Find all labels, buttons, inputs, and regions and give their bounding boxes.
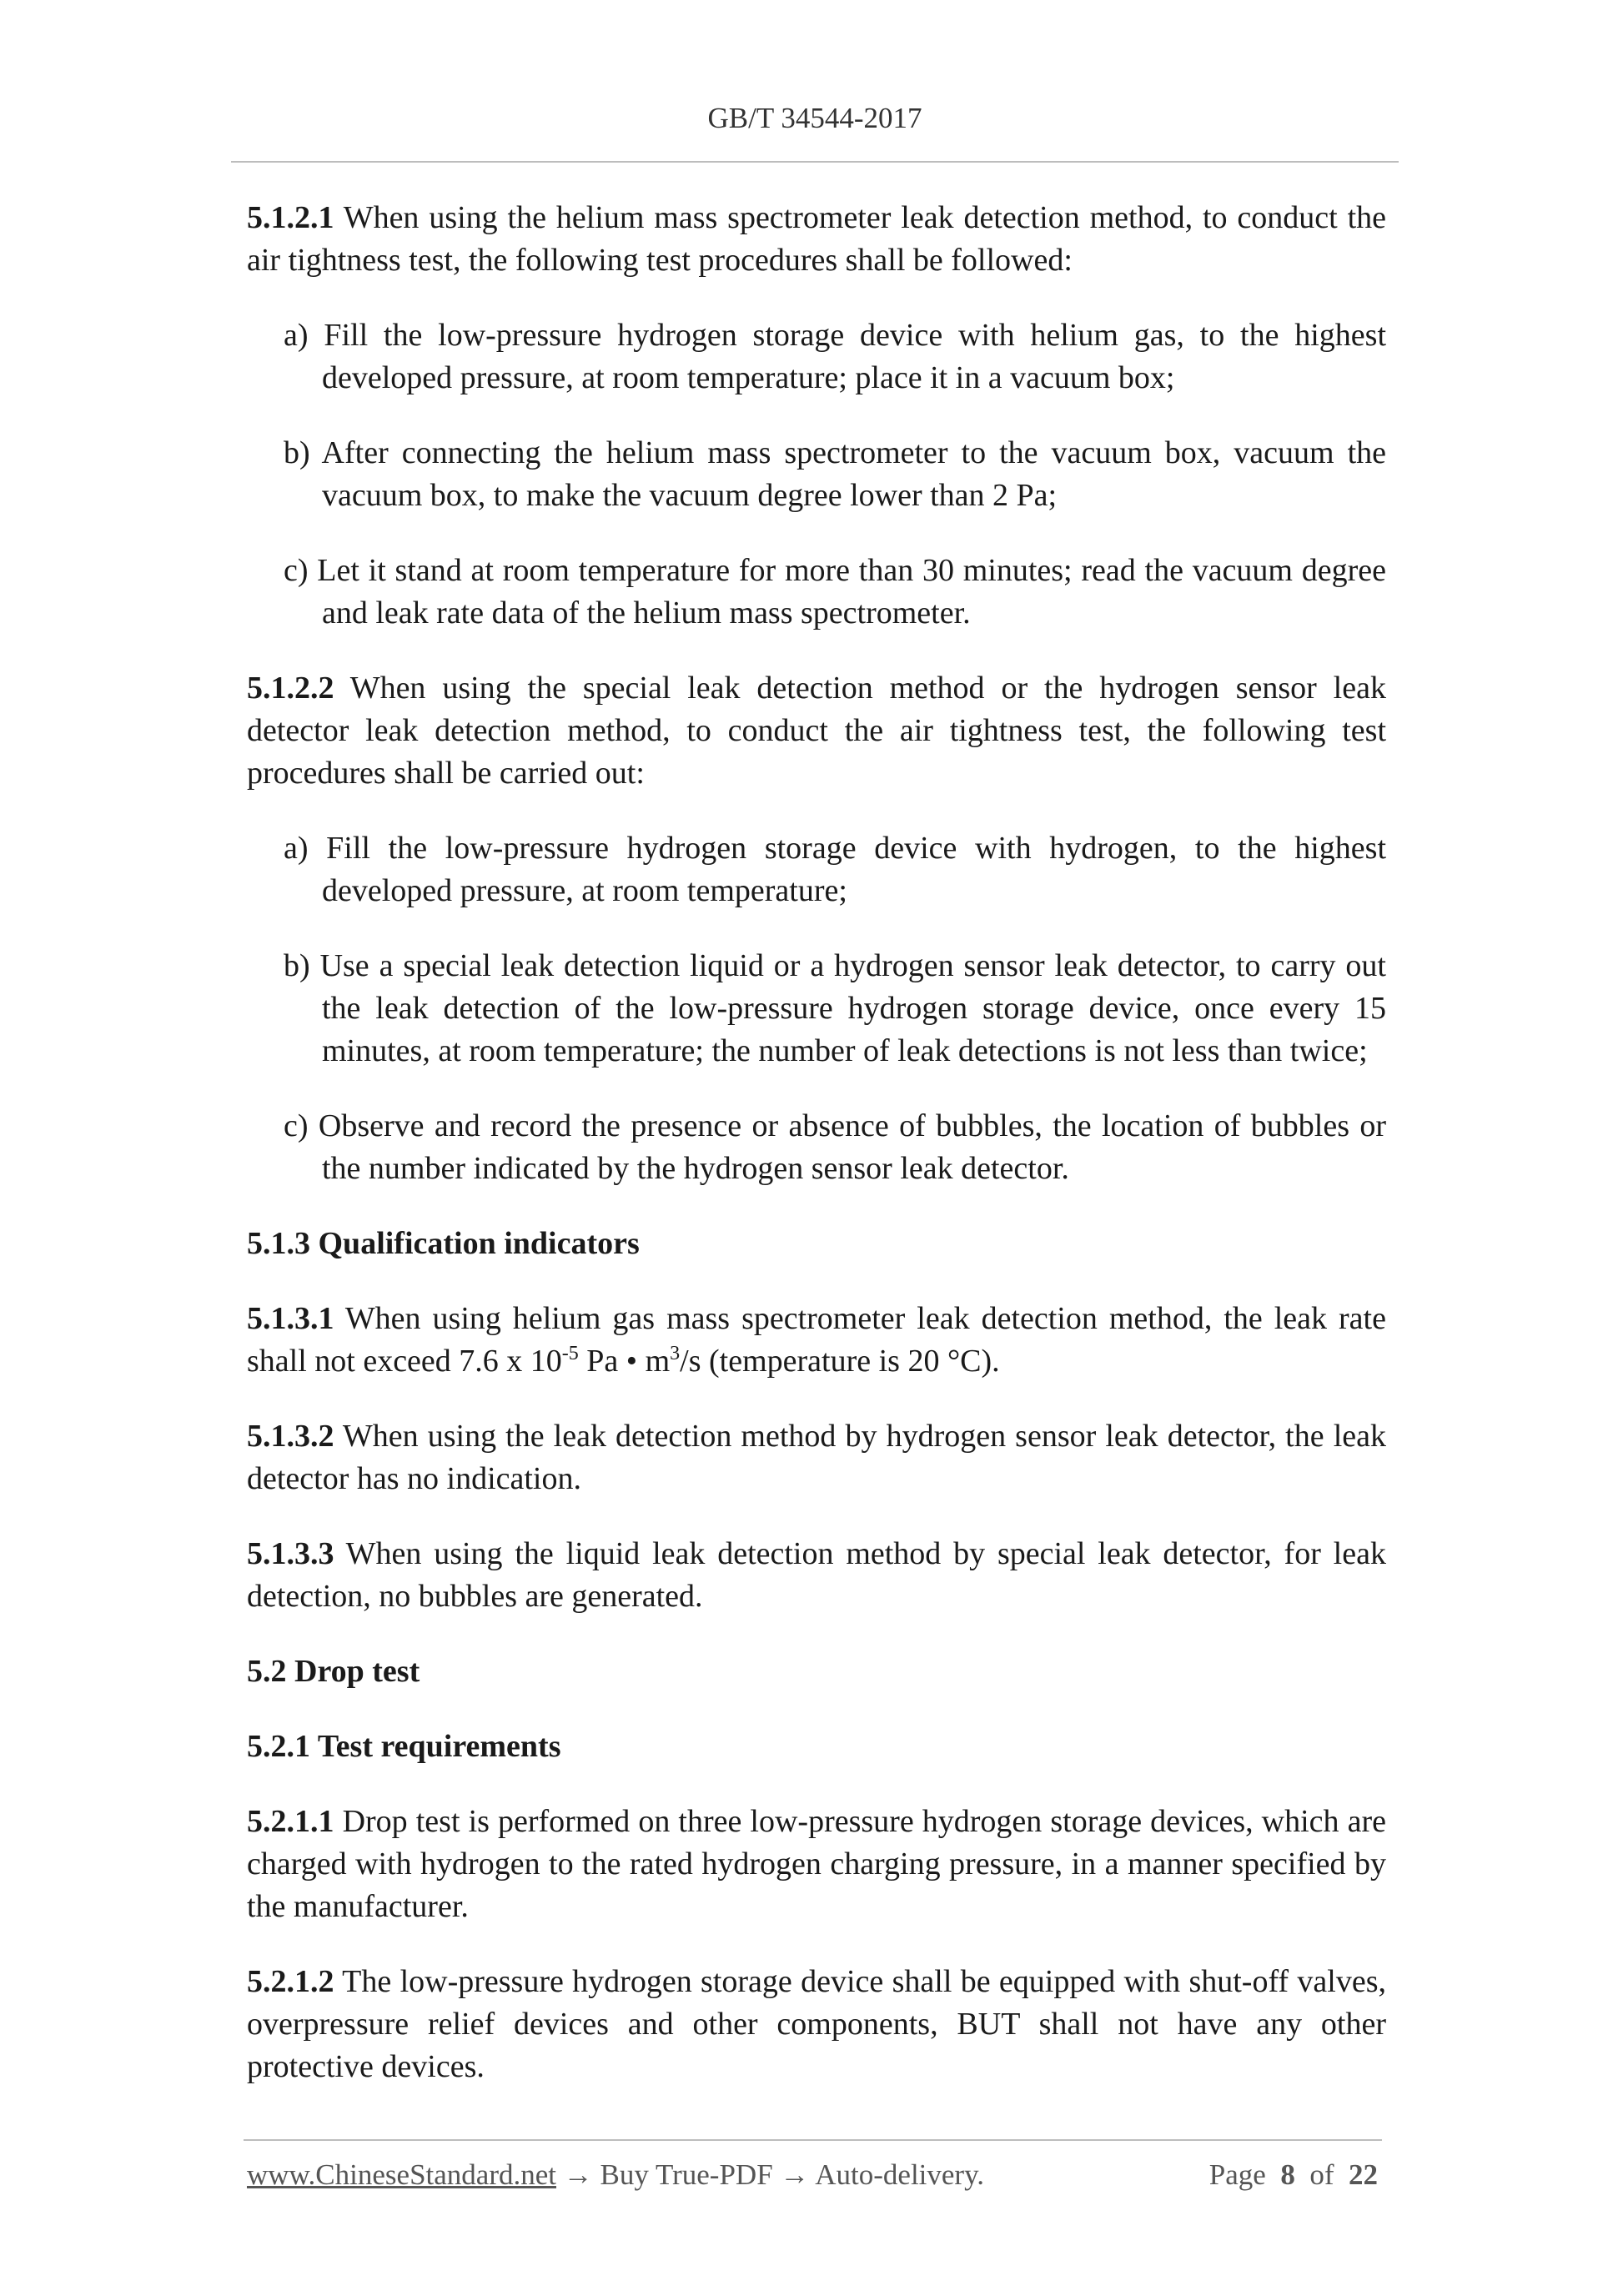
page-content bbox=[247, 197, 1386, 2121]
list-item: a) Fill the low-pressure hydrogen storage device with hydrogen, to the highest developed pressure, at room temperature; bbox=[284, 831, 1386, 908]
clause-text: The low-pressure hydrogen storage device shall be equipped with shut-off valves, overpressure relief devices and other components, BUT shall not have any other protective devices. bbox=[247, 1964, 1386, 2084]
list-item: b) Use a special leak detection liquid or a hydrogen sensor leak detector, to carry out the leak detection of the low-pressure hydrogen storage device, once every 15 minutes, at room temperature; the number of leak detections is not less than twice; bbox=[284, 948, 1386, 1068]
clause-text: When using the liquid leak detection method by special leak detector, for leak detection, no bubbles are generated. bbox=[247, 1536, 1386, 1614]
page-footer bbox=[247, 2158, 1378, 2192]
footer-promo bbox=[247, 2158, 984, 2192]
clause-5-1-2-2 bbox=[247, 667, 1386, 795]
page-label: Page bbox=[1208, 2158, 1266, 2191]
clause-text: Drop test is performed on three low-pressure hydrogen storage devices, which are charged with hydrogen to the rated hydrogen charging pressure, in a manner specified by the manufacturer. bbox=[247, 1804, 1386, 1924]
exponent: -5 bbox=[561, 1343, 579, 1364]
auto-delivery-text: Auto-delivery. bbox=[815, 2158, 985, 2191]
clause-5-2-1-1 bbox=[247, 1801, 1386, 1928]
section-heading-5-2-1: 5.2.1 Test requirements bbox=[247, 1729, 561, 1764]
clause-text: When using the leak detection method by hydrogen sensor leak detector, the leak detector has no indication. bbox=[247, 1419, 1386, 1496]
arrow-right-icon: → bbox=[563, 2158, 593, 2191]
header-divider bbox=[231, 161, 1399, 163]
clause-text: /s (temperature is 20 °C). bbox=[680, 1344, 1000, 1379]
clause-text: When using helium gas mass spectrometer leak detection method, the leak rate shall not exceed 7.6 x 10 bbox=[247, 1301, 1386, 1379]
clause-text: Pa • m bbox=[578, 1344, 671, 1379]
clause-5-2-1-2 bbox=[247, 1961, 1386, 2088]
clause-text: When using the special leak detection method or the hydrogen sensor leak detector leak detection method, to conduct the air tightness test, the following test procedures shall be carried out: bbox=[247, 671, 1386, 791]
clause-5-1-3-1 bbox=[247, 1298, 1386, 1383]
total-pages: 22 bbox=[1349, 2158, 1378, 2191]
clause-text: When using the helium mass spectrometer leak detection method, to conduct the air tightness test, the following test procedures shall be followed: bbox=[247, 200, 1386, 278]
section-heading-5-2: 5.2 Drop test bbox=[247, 1654, 420, 1689]
page-number bbox=[1209, 2158, 1378, 2192]
current-page: 8 bbox=[1280, 2158, 1295, 2191]
clause-5-1-3-2 bbox=[247, 1415, 1386, 1500]
clause-5-1-3-3 bbox=[247, 1533, 1386, 1618]
list-item: c) Observe and record the presence or absence of bubbles, the location of bubbles or the number indicated by the hydrogen sensor leak detector. bbox=[284, 1108, 1386, 1186]
clause-number: 5.1.3.3 bbox=[247, 1536, 334, 1571]
clause-number: 5.2.1.2 bbox=[247, 1964, 334, 1999]
clause-number: 5.2.1.1 bbox=[247, 1804, 334, 1839]
running-header: GB/T 34544-2017 bbox=[707, 102, 922, 134]
website-link[interactable]: www.ChineseStandard.net bbox=[247, 2158, 556, 2191]
footer-divider bbox=[244, 2139, 1382, 2141]
list-item: a) Fill the low-pressure hydrogen storage device with helium gas, to the highest developed pressure, at room temperature; place it in a vacuum box; bbox=[284, 318, 1386, 395]
of-label: of bbox=[1309, 2158, 1334, 2191]
exponent: 3 bbox=[670, 1343, 681, 1364]
arrow-right-icon: → bbox=[780, 2158, 810, 2191]
buy-pdf-text: Buy True-PDF bbox=[600, 2158, 773, 2191]
clause-5-1-2-1 bbox=[247, 197, 1386, 282]
clause-number: 5.1.3.1 bbox=[247, 1301, 334, 1336]
section-heading-5-1-3: 5.1.3 Qualification indicators bbox=[247, 1226, 640, 1261]
clause-number: 5.1.3.2 bbox=[247, 1419, 334, 1454]
list-item: c) Let it stand at room temperature for more than 30 minutes; read the vacuum degree and leak rate data of the helium mass spectrometer. bbox=[284, 553, 1386, 631]
clause-number: 5.1.2.2 bbox=[247, 671, 334, 706]
clause-number: 5.1.2.1 bbox=[247, 200, 334, 235]
list-item: b) After connecting the helium mass spectrometer to the vacuum box, vacuum the vacuum box, to make the vacuum degree lower than 2 Pa; bbox=[284, 435, 1386, 513]
